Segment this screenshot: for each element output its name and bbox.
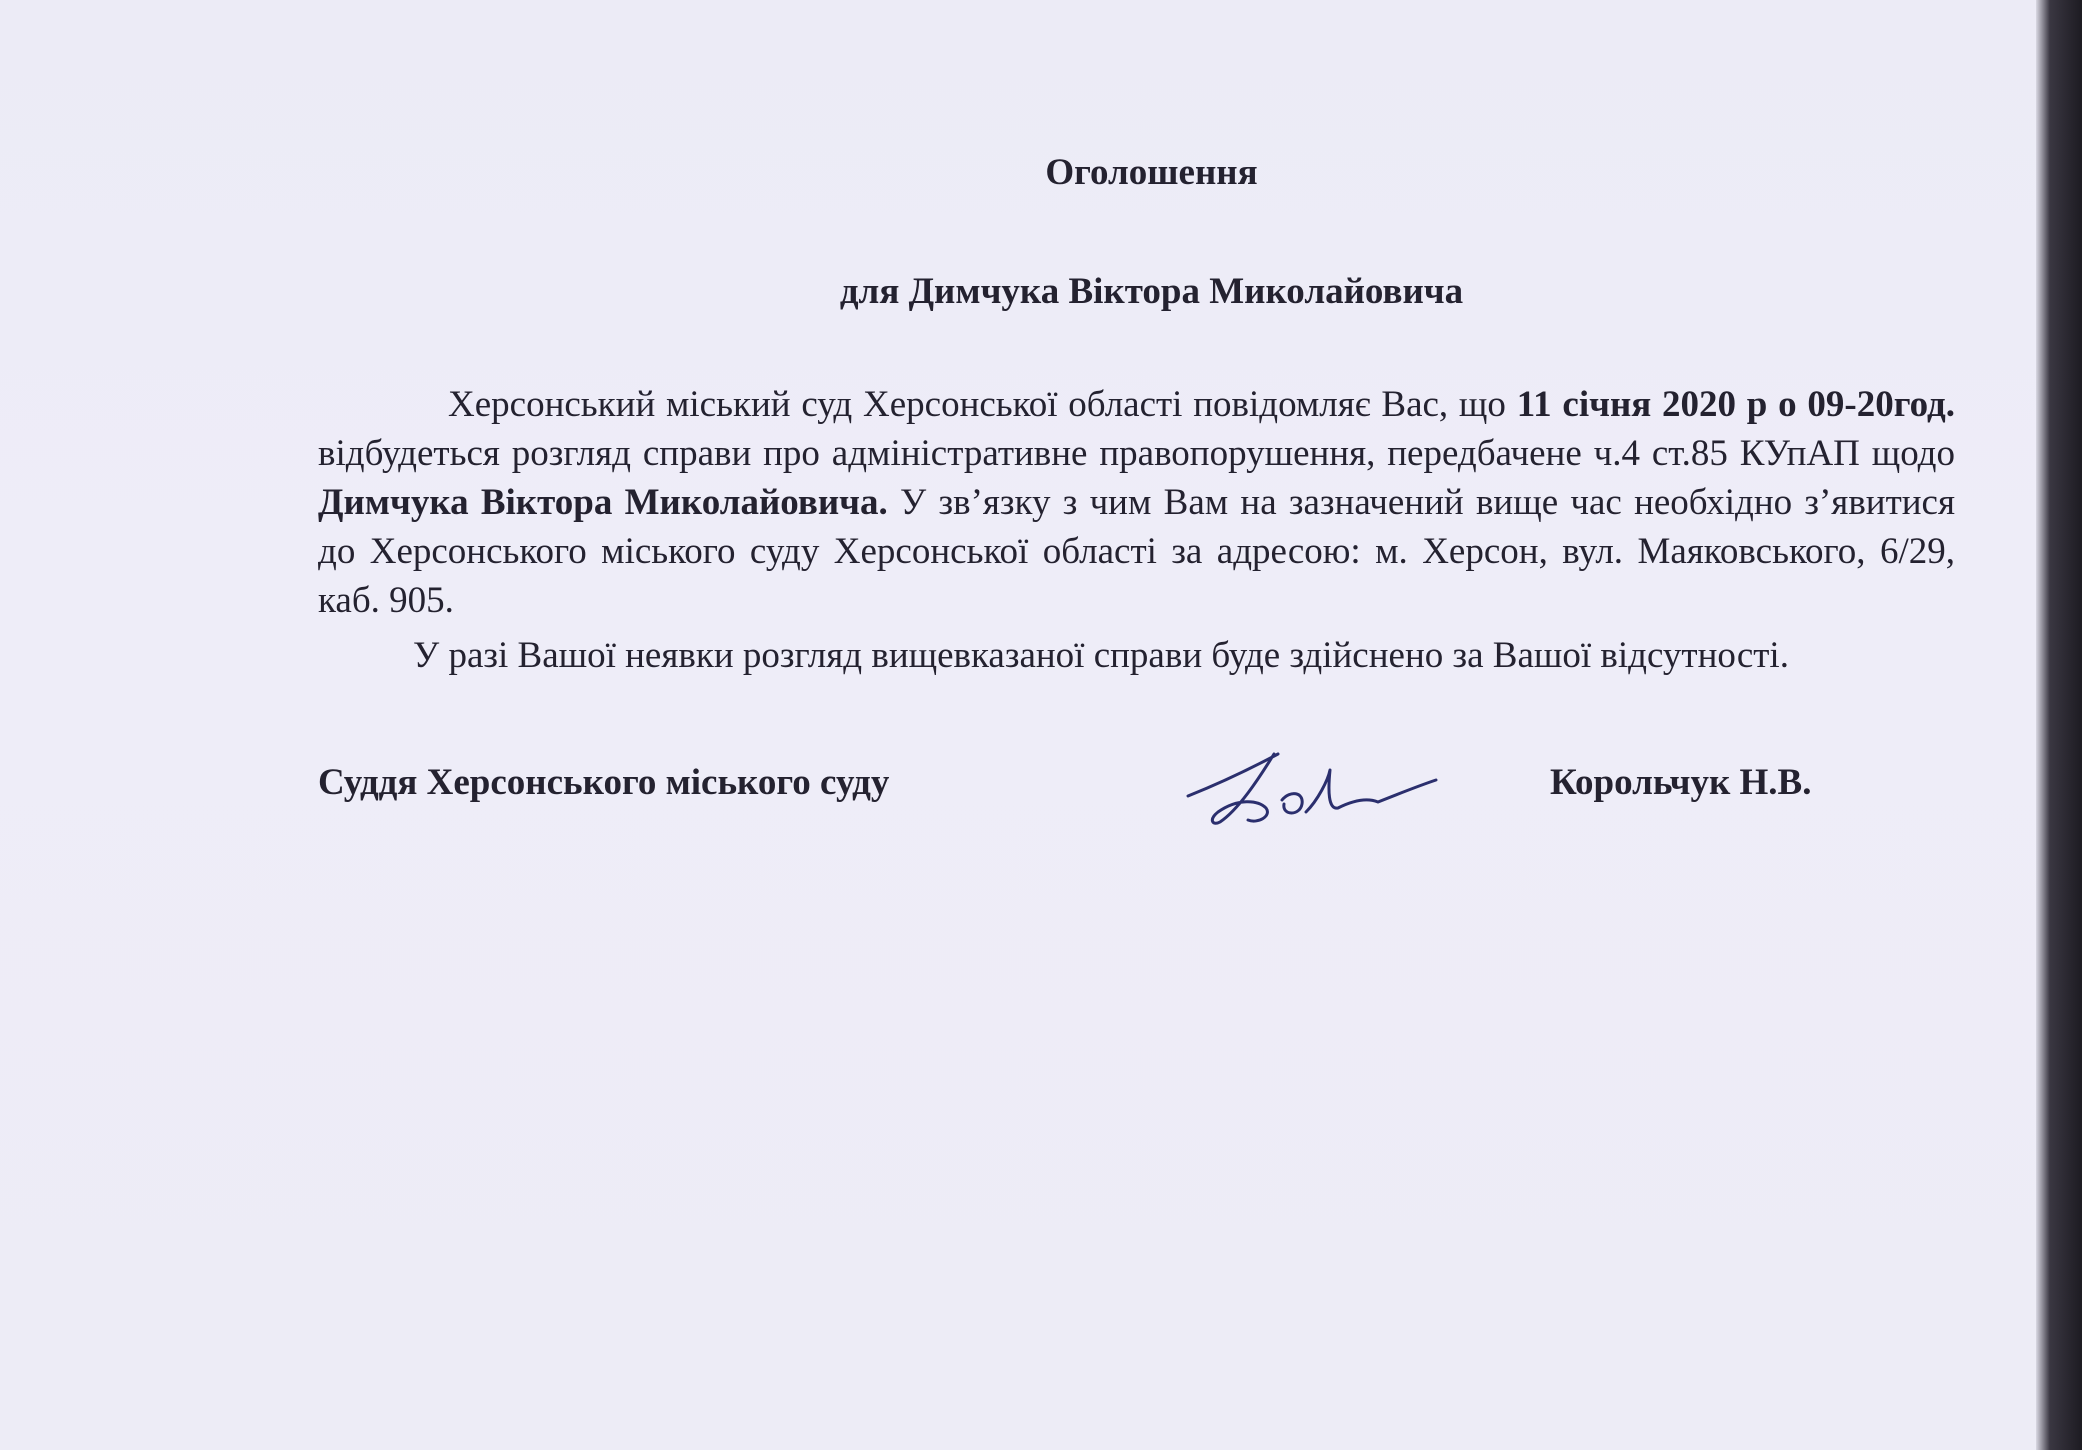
paragraph-text-intro: Херсонський міський суд Херсонської області повідомляє Вас, що	[448, 384, 1517, 425]
handwritten-signature	[1178, 740, 1438, 830]
notice-document	[318, 148, 1955, 830]
paragraph-text-address: У зв’язку з чим Вам на зазначений вище час необхідно з’явитися до Херсонського міського суду Херсонської області за адресою: м. Херсон, вул. Маяковського, 6/29, каб. 905.	[318, 482, 1955, 621]
judge-name: Корольчук Н.В.	[1550, 762, 1812, 803]
signature-block	[318, 740, 1955, 830]
document-title: Оголошення	[1045, 152, 1258, 193]
judge-title: Суддя Херсонського міського суду	[318, 762, 890, 803]
notice-paragraph-main	[318, 380, 1955, 625]
notice-paragraph-absence: У разі Вашої неявки розгляд вищевказаної справи буде здійснено за Вашої відсутності.	[413, 635, 1789, 676]
paper-edge-shadow	[2036, 0, 2082, 1450]
addressee-line: для Димчука Віктора Миколайовича	[839, 271, 1464, 312]
defendant-name: Димчука Віктора Миколайовича.	[318, 482, 888, 523]
paragraph-text-case: відбудеться розгляд справи про адміністративне правопорушення, передбачене ч.4 ст.85 КУпАП щодо	[318, 433, 1955, 474]
hearing-datetime: 11 січня 2020 р о 09-20год.	[1516, 384, 1955, 425]
